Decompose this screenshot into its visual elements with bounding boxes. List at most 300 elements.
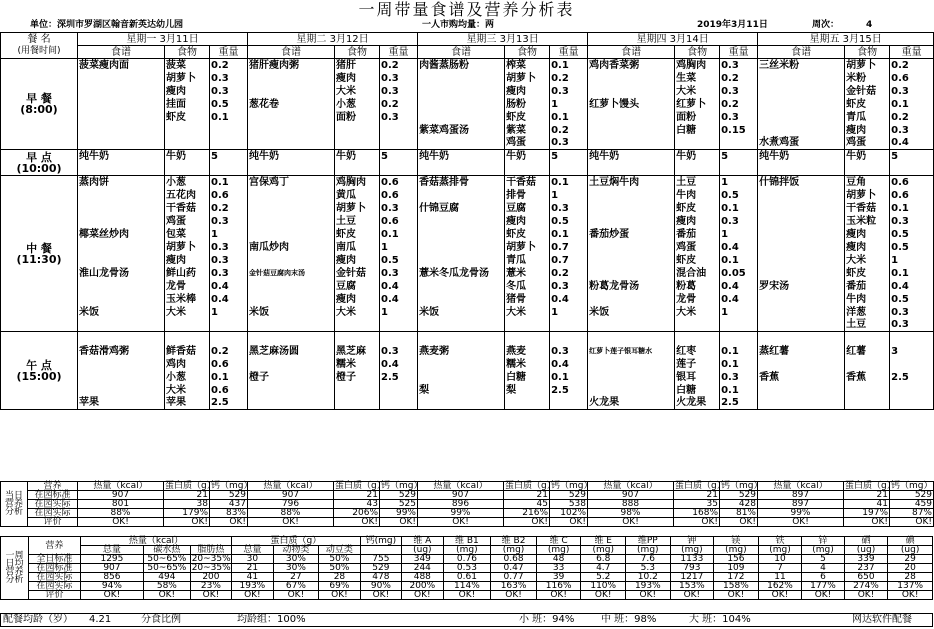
food-item — [505, 319, 550, 332]
weekly-row-label: 在园实际 — [28, 582, 80, 591]
daily-value: 216% — [504, 509, 550, 518]
food-item: 胡萝卜 — [335, 202, 380, 215]
food-item: 瘦肉 — [335, 72, 380, 85]
daily-value: OK! — [380, 518, 418, 527]
daily-nutrition-table — [0, 481, 934, 527]
food-item: 胡萝卜 — [505, 241, 550, 254]
food-item — [335, 124, 380, 137]
menu-row — [1, 189, 934, 202]
recipe-name: 淮山龙骨汤 — [78, 267, 165, 280]
food-item: 生菜 — [675, 72, 720, 85]
weekly-value: OK! — [888, 591, 933, 600]
food-item: 排骨 — [505, 189, 550, 202]
day-header: 星期二 3月12日 — [248, 33, 418, 46]
food-qty: 0.3 — [210, 215, 248, 228]
recipe-name — [758, 202, 845, 215]
recipe-name: 香蕉 — [758, 371, 845, 384]
weekly-value: 5 — [802, 555, 845, 564]
food-qty: 0.4 — [720, 293, 758, 306]
weekly-value: OK! — [714, 591, 759, 600]
daily-value: 197% — [844, 509, 890, 518]
weekly-value: 158% — [714, 582, 759, 591]
page-title: 一周带量食谱及营养分析表 — [358, 0, 575, 19]
weekly-value: 907 — [80, 564, 143, 573]
weekly-value: 0.68 — [491, 555, 537, 564]
daily-nutrient-header: 蛋白质（g） — [675, 481, 726, 491]
daily-value: 35 — [674, 500, 720, 509]
recipe-name: 番茄炒蛋 — [588, 228, 675, 241]
recipe-name: 什锦拌饭 — [758, 176, 845, 189]
food-item: 米粉 — [845, 72, 890, 85]
food-item: 龙骨 — [675, 293, 720, 306]
daily-value: 87% — [890, 509, 934, 518]
food-item: 白糖 — [675, 124, 720, 137]
recipe-name — [418, 293, 505, 306]
food-item: 白糖 — [675, 384, 720, 397]
food-qty: 0.1 — [550, 371, 588, 384]
menu-row — [1, 176, 934, 189]
menu-row — [1, 241, 934, 254]
food-item: 小葱 — [165, 176, 210, 189]
weekly-nutrient-header: 钙(mg) — [360, 537, 401, 546]
meal-time: (10:00) — [16, 161, 62, 175]
weekly-value: OK! — [844, 591, 888, 600]
food-qty: 0.3 — [380, 111, 418, 124]
daily-value: 529 — [890, 491, 934, 500]
food-qty: 0.3 — [550, 280, 588, 293]
daily-value: 41 — [844, 500, 890, 509]
menu-row — [1, 254, 934, 267]
daily-value: 907 — [588, 491, 674, 500]
weekly-heat-header: 热量（kcal） — [80, 537, 231, 546]
food-qty — [210, 124, 248, 137]
food-item: 番茄 — [675, 228, 720, 241]
menu-row — [1, 332, 934, 345]
food-item: 大米 — [845, 254, 890, 267]
food-qty: 0.2 — [210, 59, 248, 72]
food-qty — [550, 397, 588, 410]
weekly-nutrient-header: 锌 — [802, 537, 845, 546]
recipe-name — [588, 371, 675, 384]
menu-row — [1, 306, 934, 319]
qty-column-header: 重量 — [380, 46, 418, 59]
weekly-value: 23% — [190, 582, 231, 591]
recipe-name — [418, 189, 505, 202]
weekly-value: 650 — [844, 573, 888, 582]
recipe-name — [418, 98, 505, 111]
food-qty: 2.5 — [210, 397, 248, 410]
daily-value: 99% — [418, 509, 504, 518]
food-qty — [550, 332, 588, 345]
daily-value: 529 — [720, 491, 758, 500]
daily-nutrient-header: 蛋白质（g） — [165, 481, 216, 491]
food-item: 红薯 — [845, 345, 890, 358]
meal-time-header — [1, 46, 78, 59]
food-qty: 0.4 — [380, 358, 418, 371]
daily-value: 529 — [210, 491, 248, 500]
weekly-value: 0.76 — [443, 555, 491, 564]
recipe-name — [78, 163, 165, 176]
food-qty: 3 — [890, 345, 934, 358]
food-qty: 0.5 — [720, 189, 758, 202]
daily-nutrient-header: 蛋白质（g） — [845, 481, 896, 491]
menu-row — [1, 228, 934, 241]
recipe-name — [588, 124, 675, 137]
weekly-value: 156 — [714, 555, 759, 564]
daily-value: 83% — [210, 509, 248, 518]
recipe-name — [78, 384, 165, 397]
food-item: 鲜香菇 — [165, 345, 210, 358]
food-item: 菠菜 — [165, 59, 210, 72]
food-item — [335, 384, 380, 397]
recipe-name — [248, 124, 335, 137]
recipe-name — [418, 215, 505, 228]
food-item: 鸡蛋 — [845, 137, 890, 150]
food-item: 干香菇 — [845, 202, 890, 215]
ratio-label: 分食比例 — [141, 614, 181, 625]
recipe-name: 椰菜丝炒肉 — [78, 228, 165, 241]
food-qty: 0.1 — [720, 202, 758, 215]
recipe-name: 纯牛奶 — [418, 150, 505, 163]
recipe-name — [78, 280, 165, 293]
menu-row — [1, 124, 934, 137]
food-item: 胡萝卜 — [165, 72, 210, 85]
weekly-value: 274% — [844, 582, 888, 591]
food-qty: 1 — [720, 176, 758, 189]
food-item: 瘦肉 — [845, 241, 890, 254]
daily-value: 88% — [248, 509, 334, 518]
food-qty: 0.3 — [550, 137, 588, 150]
daily-value: 529 — [550, 491, 588, 500]
food-column-header: 食物 — [165, 46, 210, 59]
daily-value: 88% — [78, 509, 164, 518]
food-item — [845, 384, 890, 397]
weekly-value: OK! — [402, 591, 443, 600]
food-qty: 0.3 — [380, 345, 418, 358]
weekly-value: 0.77 — [491, 573, 537, 582]
menu-row — [1, 384, 934, 397]
recipe-name — [588, 137, 675, 150]
week-label: 周次： — [812, 20, 840, 30]
recipe-name: 香菇滑鸡粥 — [78, 345, 165, 358]
recipe-name — [78, 72, 165, 85]
food-item: 胡萝卜 — [845, 59, 890, 72]
recipe-name — [248, 189, 335, 202]
food-qty: 0.2 — [550, 267, 588, 280]
food-qty: 0.2 — [720, 72, 758, 85]
recipe-name — [588, 72, 675, 85]
food-item — [165, 163, 210, 176]
food-qty: 0.2 — [210, 345, 248, 358]
food-item: 牛肉 — [845, 293, 890, 306]
food-qty: 1 — [550, 306, 588, 319]
weekly-nutrient-subheader: (ug) — [844, 546, 888, 555]
weekly-nutrient-header: 维 A — [402, 537, 443, 546]
unit-label: 单位：深圳市罗湖区翰音新英达幼儿园 — [30, 20, 184, 30]
recipe-name — [78, 98, 165, 111]
food-qty: 0.3 — [210, 85, 248, 98]
weekly-value: 0.47 — [491, 564, 537, 573]
weekly-value: 237 — [844, 564, 888, 573]
weekly-nutrition-table — [0, 536, 933, 600]
weekly-nutrient-header: 维 E — [581, 537, 626, 546]
food-qty: 0.1 — [550, 228, 588, 241]
food-qty: 1 — [380, 306, 418, 319]
food-item: 薏米 — [505, 267, 550, 280]
food-qty: 5 — [890, 150, 934, 163]
food-item: 大米 — [335, 85, 380, 98]
weekly-value: 30 — [232, 555, 273, 564]
column-header-row — [1, 46, 934, 59]
food-item: 糯米 — [335, 358, 380, 371]
recipe-name — [248, 228, 335, 241]
recipe-name — [588, 332, 675, 345]
weekly-value: 39 — [536, 573, 581, 582]
footer-bar — [0, 613, 933, 627]
food-item: 小葱 — [165, 371, 210, 384]
food-qty: 0.2 — [890, 111, 934, 124]
menu-row — [1, 202, 934, 215]
food-item: 包菜 — [165, 228, 210, 241]
recipe-name: 红萝卜馒头 — [588, 98, 675, 111]
food-item: 龙骨 — [165, 280, 210, 293]
recipe-name — [248, 384, 335, 397]
recipe-name — [758, 397, 845, 410]
meal-header-label: 餐 名 — [27, 33, 51, 45]
food-item: 大米 — [335, 306, 380, 319]
weekly-nutrient-subheader: 碳水热 — [144, 546, 191, 555]
daily-value: 907 — [78, 491, 164, 500]
recipe-name: 肉酱蒸肠粉 — [418, 59, 505, 72]
food-item: 橙子 — [335, 371, 380, 384]
small-class-ratio: 小 班：94% — [519, 614, 575, 625]
food-item: 豆角 — [845, 176, 890, 189]
recipe-name: 黑芝麻汤圆 — [248, 345, 335, 358]
food-item: 瘦肉 — [505, 215, 550, 228]
food-qty: 0.4 — [550, 358, 588, 371]
daily-value: OK! — [674, 518, 720, 527]
daily-value: 525 — [380, 500, 418, 509]
recipe-name — [78, 189, 165, 202]
food-item: 鸡蛋 — [505, 137, 550, 150]
weekly-value: 109 — [714, 564, 759, 573]
menu-row — [1, 98, 934, 111]
food-qty — [380, 384, 418, 397]
menu-row — [1, 163, 934, 176]
recipe-name — [588, 163, 675, 176]
daily-value: 168% — [674, 509, 720, 518]
food-qty: 1 — [550, 98, 588, 111]
food-item: 鸡胸肉 — [335, 176, 380, 189]
recipe-name — [418, 72, 505, 85]
day-header-row — [1, 33, 934, 46]
food-qty: 0.3 — [210, 72, 248, 85]
daily-value: 888 — [588, 500, 674, 509]
recipe-name — [418, 254, 505, 267]
daily-section-label: 当日营养分析 — [1, 482, 28, 527]
food-qty: 0.7 — [550, 241, 588, 254]
recipe-name: 红萝卜莲子银耳糖水 — [588, 345, 675, 358]
weekly-value: 94% — [80, 582, 143, 591]
weekly-value: OK! — [360, 591, 401, 600]
daily-value: 907 — [418, 491, 504, 500]
food-qty: 0.3 — [720, 59, 758, 72]
food-item: 苹果 — [165, 397, 210, 410]
food-item — [335, 137, 380, 150]
recipe-name — [588, 319, 675, 332]
recipe-name: 葱花卷 — [248, 98, 335, 111]
food-qty: 0.3 — [720, 85, 758, 98]
food-item: 豆腐 — [505, 202, 550, 215]
daily-value: 21 — [334, 491, 380, 500]
food-qty — [890, 332, 934, 345]
food-qty: 0.5 — [890, 293, 934, 306]
food-qty: 0.3 — [890, 85, 934, 98]
weekly-value: OK! — [190, 591, 231, 600]
recipe-name — [248, 332, 335, 345]
daily-value: OK! — [78, 518, 164, 527]
food-item: 土豆 — [675, 176, 720, 189]
recipe-name — [588, 358, 675, 371]
food-qty: 0.3 — [890, 215, 934, 228]
recipe-name — [248, 72, 335, 85]
food-qty: 0.5 — [890, 241, 934, 254]
food-qty — [210, 163, 248, 176]
daily-nutrient-header: 蛋白质（g） — [505, 481, 556, 491]
food-qty: 0.2 — [720, 98, 758, 111]
food-qty: 0.7 — [550, 254, 588, 267]
weekly-value: 193% — [232, 582, 273, 591]
weekly-nutrient-subheader: (ug) — [888, 546, 933, 555]
weekly-section-label: 一周日均营养分析 — [1, 537, 29, 600]
food-qty: 0.3 — [210, 267, 248, 280]
daily-value: 437 — [210, 500, 248, 509]
weekly-nutrient-header: 硒 — [844, 537, 888, 546]
daily-value: 81% — [720, 509, 758, 518]
weekly-value: OK! — [273, 591, 319, 600]
recipe-name — [588, 254, 675, 267]
recipe-name — [758, 85, 845, 98]
recipe-name: 梨 — [418, 384, 505, 397]
meal-name-cell — [1, 176, 78, 332]
week-number: 4 — [866, 20, 873, 30]
recipe-name — [758, 267, 845, 280]
weekly-value: 349 — [402, 555, 443, 564]
recipe-name — [78, 215, 165, 228]
daily-value: 99% — [758, 509, 844, 518]
food-item: 鸡蛋 — [165, 215, 210, 228]
food-qty: 0.2 — [380, 98, 418, 111]
food-qty: 5 — [720, 150, 758, 163]
daily-value: OK! — [890, 518, 934, 527]
food-item: 鸡胸肉 — [675, 59, 720, 72]
food-qty: 0.3 — [890, 306, 934, 319]
food-qty: 0.2 — [380, 59, 418, 72]
food-item: 干香菇 — [165, 202, 210, 215]
recipe-name — [758, 384, 845, 397]
food-item: 香蕉 — [845, 371, 890, 384]
food-qty: 5 — [380, 150, 418, 163]
recipe-name: 纯牛奶 — [588, 150, 675, 163]
food-qty — [890, 384, 934, 397]
recipe-name — [588, 111, 675, 124]
food-item: 青瓜 — [505, 254, 550, 267]
weekly-nutrient-header: 维 B2 — [491, 537, 537, 546]
recipe-name — [78, 319, 165, 332]
recipe-name — [78, 85, 165, 98]
food-qty: 0.3 — [210, 254, 248, 267]
food-item: 牛奶 — [675, 150, 720, 163]
food-item: 白糖 — [505, 371, 550, 384]
recipe-name: 米饭 — [78, 306, 165, 319]
weekly-value: 50~65% — [144, 555, 191, 564]
recipe-name — [758, 319, 845, 332]
daily-value: OK! — [588, 518, 674, 527]
food-item — [675, 319, 720, 332]
food-qty: 0.3 — [380, 267, 418, 280]
food-item: 胡萝卜 — [505, 72, 550, 85]
food-qty: 0.6 — [380, 176, 418, 189]
weekly-nutrient-header: 镁 — [714, 537, 759, 546]
recipe-name — [78, 254, 165, 267]
food-item: 虾皮 — [845, 267, 890, 280]
food-item: 瘦肉 — [335, 254, 380, 267]
food-item: 鸡肉 — [165, 358, 210, 371]
recipe-name: 燕麦粥 — [418, 345, 505, 358]
daily-value: 801 — [78, 500, 164, 509]
meal-name: 午 点 — [26, 358, 52, 372]
food-item: 莲子 — [675, 358, 720, 371]
food-column-header: 食物 — [335, 46, 380, 59]
food-qty — [380, 397, 418, 410]
food-qty: 5 — [550, 150, 588, 163]
food-qty — [720, 163, 758, 176]
recipe-name — [78, 293, 165, 306]
daily-value: OK! — [164, 518, 210, 527]
food-qty: 2.5 — [550, 384, 588, 397]
food-qty: 5 — [210, 150, 248, 163]
recipe-name — [248, 202, 335, 215]
weekly-value: 50~65% — [144, 564, 191, 573]
daily-value: 21 — [504, 491, 550, 500]
food-item: 虾皮 — [845, 98, 890, 111]
weekly-value: 21 — [232, 564, 273, 573]
daily-nutrient-header: 热量（kcal） — [248, 482, 334, 491]
food-qty: 0.2 — [890, 59, 934, 72]
recipe-column-header: 食谱 — [418, 46, 505, 59]
recipe-column-header: 食谱 — [588, 46, 675, 59]
weekly-value: 48 — [536, 555, 581, 564]
food-qty: 0.1 — [720, 358, 758, 371]
weekly-nutrient-header: 维 B1 — [443, 537, 491, 546]
recipe-name: 粉葛龙骨汤 — [588, 280, 675, 293]
food-item: 青瓜 — [845, 111, 890, 124]
recipe-name — [758, 163, 845, 176]
recipe-name — [248, 358, 335, 371]
weekly-protein-header: 蛋白质（g） — [232, 537, 361, 546]
food-item — [505, 332, 550, 345]
qty-column-header: 重量 — [720, 46, 758, 59]
daily-value: 38 — [164, 500, 210, 509]
recipe-name — [78, 241, 165, 254]
food-qty: 0.1 — [210, 111, 248, 124]
weekly-value: 529 — [360, 564, 401, 573]
weekly-nutrient-subheader: 动豆类 — [319, 546, 360, 555]
recipe-name — [248, 319, 335, 332]
food-item: 虾皮 — [505, 111, 550, 124]
food-qty: 1 — [890, 254, 934, 267]
food-qty: 0.4 — [720, 280, 758, 293]
